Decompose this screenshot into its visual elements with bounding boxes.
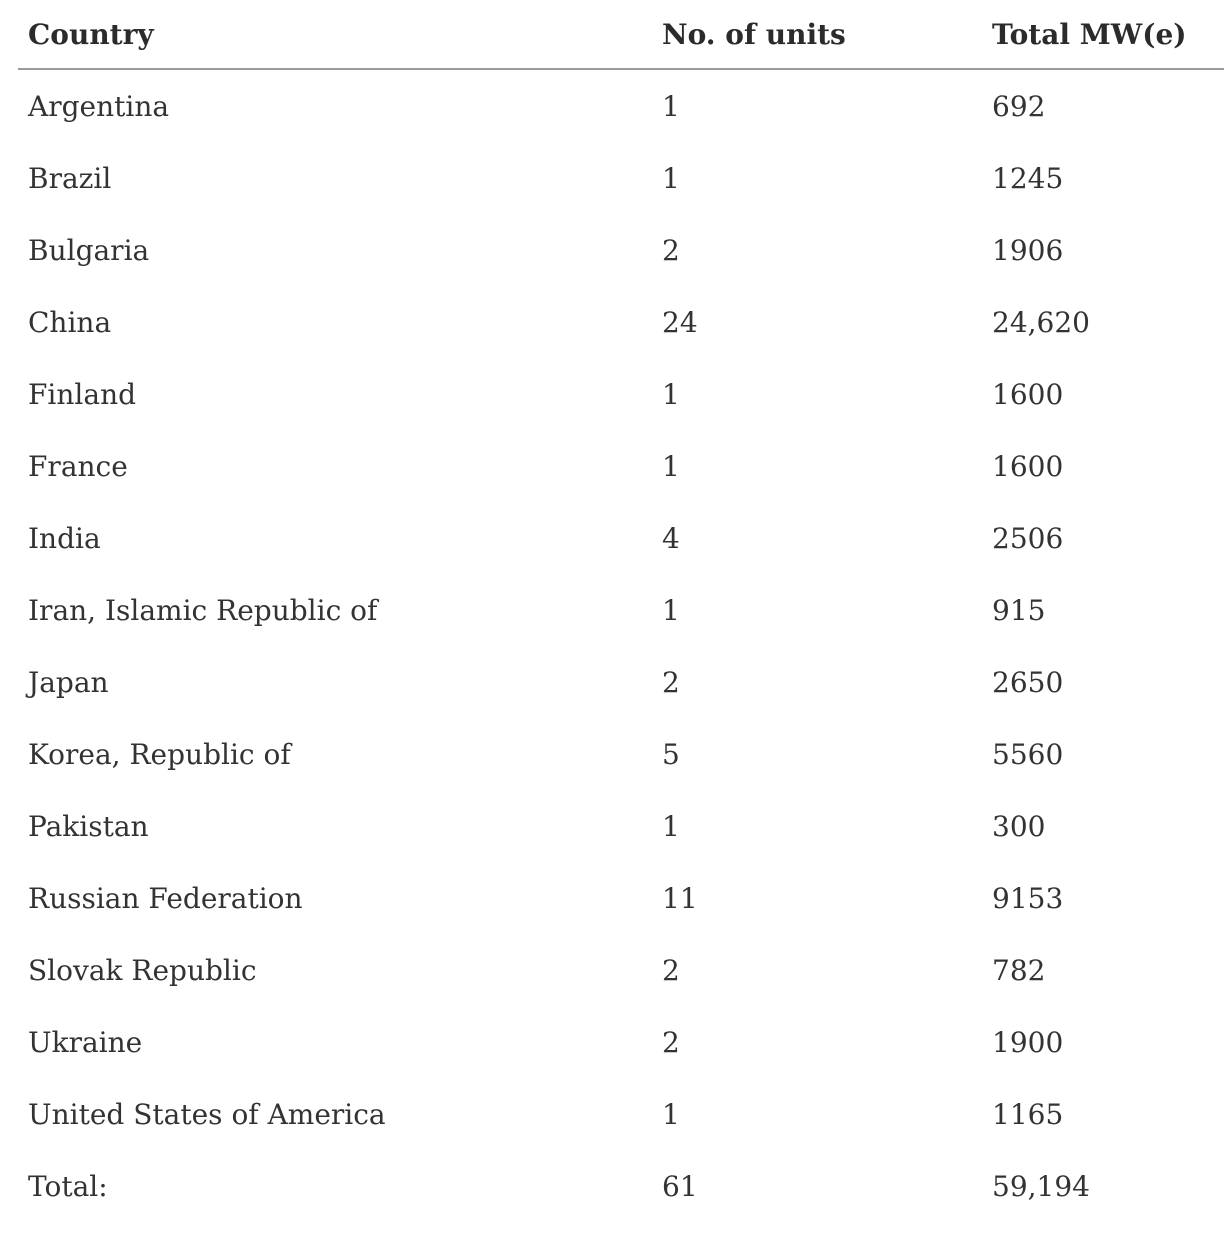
total-mwe-sum-cell: 59,194 <box>992 1169 1090 1203</box>
table-row <box>18 430 1224 502</box>
total-mwe-cell: 915 <box>992 593 1046 627</box>
units-cell: 5 <box>662 737 680 771</box>
table-row <box>18 69 1224 142</box>
country-cell: Japan <box>28 665 109 699</box>
total-mwe-cell: 5560 <box>992 737 1064 771</box>
country-cell: Ukraine <box>28 1025 143 1059</box>
total-units-cell: 61 <box>662 1169 698 1203</box>
total-mwe-cell: 1906 <box>992 233 1064 267</box>
total-mwe-cell: 782 <box>992 953 1046 987</box>
table-row <box>18 574 1224 646</box>
total-row <box>18 1150 1224 1222</box>
table-row <box>18 214 1224 286</box>
total-mwe-cell: 2650 <box>992 665 1064 699</box>
country-cell: India <box>28 521 101 555</box>
country-cell: China <box>28 305 112 339</box>
total-mwe-cell: 1600 <box>992 377 1064 411</box>
total-mwe-cell: 9153 <box>992 881 1064 915</box>
country-cell: Russian Federation <box>28 881 303 915</box>
country-cell: Pakistan <box>28 809 149 843</box>
table-row <box>18 646 1224 718</box>
table-row <box>18 286 1224 358</box>
units-cell: 2 <box>662 953 680 987</box>
country-cell: Brazil <box>28 161 112 195</box>
reactor-units-table <box>18 0 1224 1222</box>
table-row <box>18 718 1224 790</box>
table-row <box>18 142 1224 214</box>
country-cell: Argentina <box>28 89 170 123</box>
country-cell: United States of America <box>28 1097 386 1131</box>
country-cell: Finland <box>28 377 137 411</box>
units-cell: 24 <box>662 305 698 339</box>
total-mwe-cell: 300 <box>992 809 1046 843</box>
total-label-cell: Total: <box>28 1169 108 1203</box>
total-mwe-cell: 692 <box>992 89 1046 123</box>
country-cell: Bulgaria <box>28 233 150 267</box>
country-cell: Iran, Islamic Republic of <box>28 593 378 627</box>
column-header-total-mwe: Total MW(e) <box>982 0 1224 69</box>
table-row <box>18 934 1224 1006</box>
total-mwe-cell: 24,620 <box>992 305 1090 339</box>
units-cell: 4 <box>662 521 680 555</box>
units-cell: 2 <box>662 233 680 267</box>
total-mwe-cell: 2506 <box>992 521 1064 555</box>
total-mwe-cell: 1600 <box>992 449 1064 483</box>
units-cell: 2 <box>662 1025 680 1059</box>
table-row <box>18 790 1224 862</box>
table-header <box>18 0 1224 69</box>
table-row <box>18 358 1224 430</box>
table-row <box>18 1006 1224 1078</box>
header-row <box>18 0 1224 69</box>
table-row <box>18 502 1224 574</box>
total-mwe-cell: 1165 <box>992 1097 1064 1131</box>
column-header-units: No. of units <box>652 0 982 69</box>
units-cell: 1 <box>662 89 680 123</box>
units-cell: 1 <box>662 161 680 195</box>
units-cell: 11 <box>662 881 698 915</box>
units-cell: 2 <box>662 665 680 699</box>
units-cell: 1 <box>662 377 680 411</box>
units-cell: 1 <box>662 449 680 483</box>
total-mwe-cell: 1900 <box>992 1025 1064 1059</box>
units-cell: 1 <box>662 593 680 627</box>
table-row <box>18 1078 1224 1150</box>
country-cell: Slovak Republic <box>28 953 257 987</box>
column-header-country: Country <box>18 0 652 69</box>
total-mwe-cell: 1245 <box>992 161 1064 195</box>
units-cell: 1 <box>662 809 680 843</box>
country-cell: Korea, Republic of <box>28 737 291 771</box>
units-cell: 1 <box>662 1097 680 1131</box>
table-row <box>18 862 1224 934</box>
table-body <box>18 69 1224 1222</box>
country-cell: France <box>28 449 128 483</box>
